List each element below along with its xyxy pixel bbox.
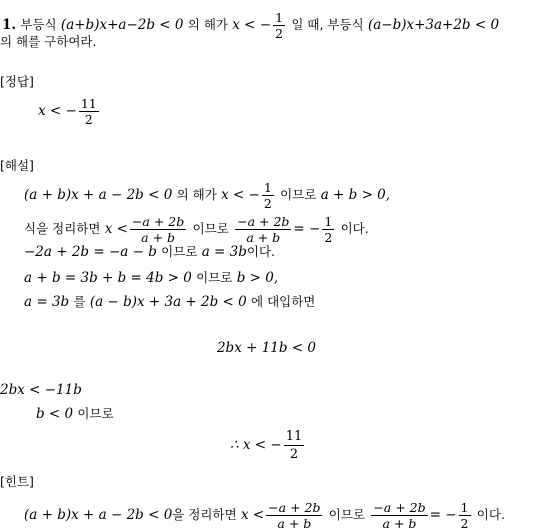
solution-line-4: a + b = 3b + b = 4b > 0 이므로 b > 0,	[24, 270, 279, 286]
solution-line-3: −2a + 2b = −a − b 이므로 a = 3b이다.	[24, 244, 276, 260]
solution-line-6: 2bx < −11b	[0, 382, 82, 398]
fraction: $\frac{-a + 2b}{a + b}$	[237, 214, 290, 245]
fraction: $\frac{1}{2}$	[263, 180, 272, 211]
problem-expression: (a+b)x+a−2b < 0	[60, 17, 184, 33]
problem-text: 의 해가	[187, 17, 228, 32]
answer-heading: [정답]	[0, 74, 34, 89]
solution-line-1: (a + b)x + a − 2b < 0 의 해가 x < − $\frac{1}{2}$ 이므로 a + b > 0,	[24, 180, 391, 211]
answer-line	[38, 96, 101, 127]
fraction: $\frac{-a + 2b}{a + b}$	[268, 500, 321, 531]
problem-condition: x < −	[232, 17, 272, 33]
solution-line-5: a = 3b 를 (a − b)x + 3a + 2b < 0 에 대입하면	[24, 294, 316, 310]
solution-line-2: 식을 정리하면 x < $\frac{-a + 2b}{a + b}$ 이므로 $\frac{-a + 2b}{a + b}$ = − $\frac{1}{2}$ 이다.	[24, 214, 369, 245]
problem-text: 부등식	[20, 17, 57, 32]
problem-line-2: 의 해를 구하여라.	[0, 34, 97, 49]
problem-expression: (a−b)x+3a+2b < 0	[367, 17, 500, 33]
display-equation: 2bx + 11b < 0	[216, 340, 317, 356]
problem-number: 1.	[2, 17, 17, 33]
solution-heading: [해설]	[0, 158, 34, 173]
fraction: $\frac{1}{2}$	[324, 214, 333, 245]
fraction: $\frac{-a + 2b}{a + b}$	[373, 500, 426, 531]
hint-line: (a + b)x + a − 2b < 0을 정리하면 x < $\frac{-a + 2b}{a + b}$ 이므로 $\frac{-a + 2b}{a + b}$ = − $\frac{1}{2}$ 이다.	[24, 500, 505, 531]
fraction: $\frac{-a + 2b}{a + b}$	[131, 214, 185, 245]
answer-expression: x < −	[38, 103, 77, 119]
final-answer: ∴ x < − $\frac{11}{2}$	[230, 429, 303, 462]
fraction: $\frac{1}{2}$	[275, 10, 284, 41]
hint-heading: [힌트]	[0, 474, 34, 489]
fraction: $\frac{1}{2}$	[460, 500, 469, 531]
solution-line-7: b < 0 이므로	[36, 406, 114, 422]
fraction: $\frac{11}{2}$	[80, 96, 97, 127]
problem-text: 일 때, 부등식	[291, 17, 364, 32]
fraction: $\frac{11}{2}$	[285, 429, 303, 462]
